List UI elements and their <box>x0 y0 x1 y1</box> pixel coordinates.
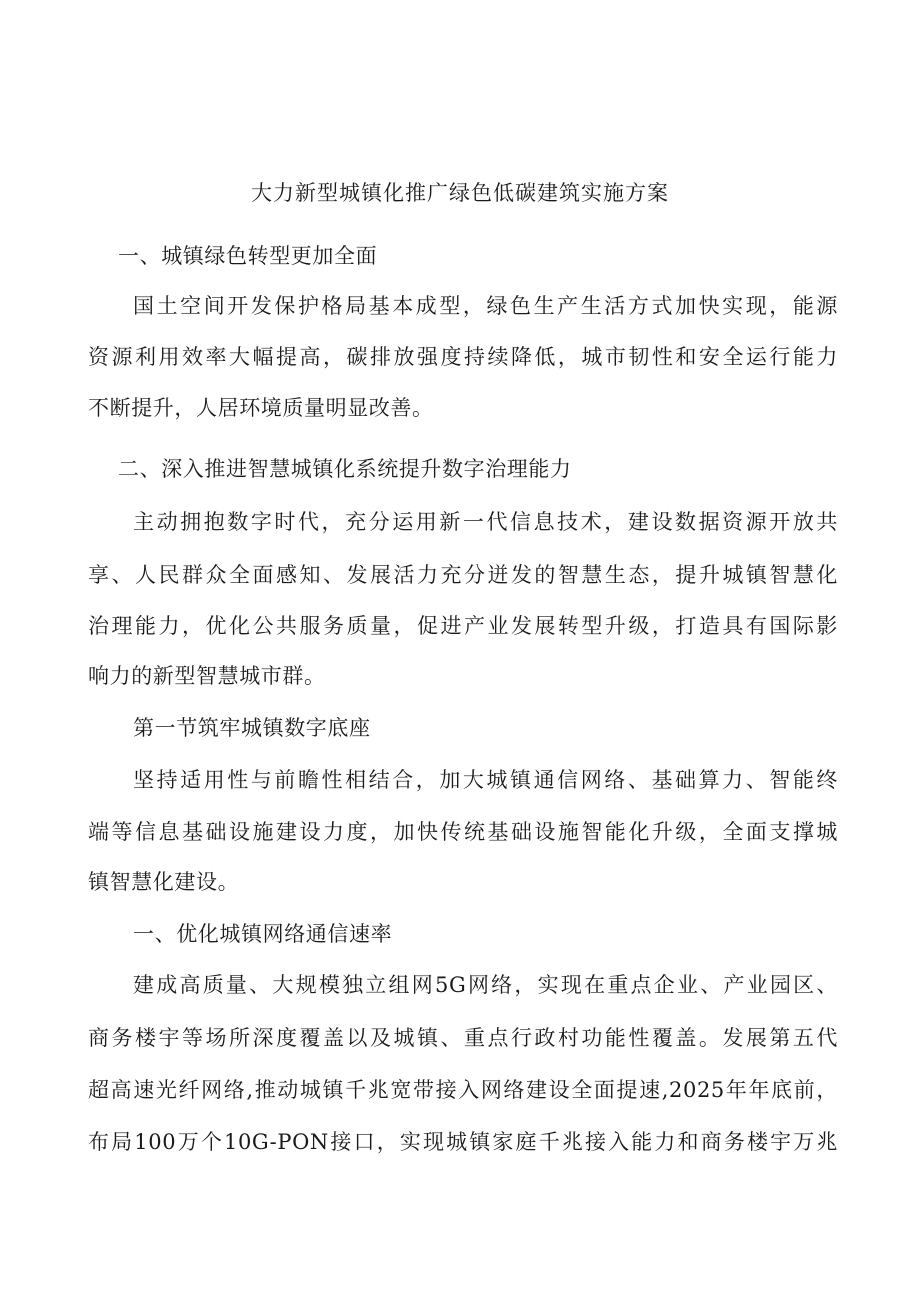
paragraph-line: 建成高质量、大规模独立组网5G网络，实现在重点企业、产业园区、 <box>133 973 838 997</box>
paragraph-line: 资源利用效率大幅提高，碳排放强度持续降低，城市韧性和安全运行能力 <box>88 345 838 369</box>
paragraph-line: 不断提升，人居环境质量明显改善。 <box>88 396 434 420</box>
paragraph-line: 端等信息基础设施建设力度，加快传统基础设施智能化升级，全面支撑城 <box>88 820 838 844</box>
paragraph-line: 响力的新型智慧城市群。 <box>88 664 326 688</box>
paragraph-line: 布局100万个10G-PON接口，实现城镇家庭千兆接入能力和商务楼宇万兆 <box>88 1130 838 1154</box>
document-title: 大力新型城镇化推广绿色低碳建筑实施方案 <box>251 181 669 205</box>
paragraph-line: 镇智慧化建设。 <box>88 870 240 894</box>
paragraph-line: 治理能力，优化公共服务质量，促进产业发展转型升级，打造具有国际影 <box>88 614 838 638</box>
item-heading: 一、优化城镇网络通信速率 <box>133 922 393 946</box>
paragraph-line: 主动拥抱数字时代，充分运用新一代信息技术，建设数据资源开放共 <box>133 510 838 534</box>
subsection-heading: 第一节筑牢城镇数字底座 <box>133 716 371 740</box>
paragraph-line: 国土空间开发保护格局基本成型，绿色生产生活方式加快实现，能源 <box>133 294 838 318</box>
paragraph-line: 商务楼宇等场所深度覆盖以及城镇、重点行政村功能性覆盖。发展第五代 <box>88 1026 838 1050</box>
section-heading-1: 一、城镇绿色转型更加全面 <box>118 244 378 268</box>
section-heading-2: 二、深入推进智慧城镇化系统提升数字治理能力 <box>118 457 572 481</box>
paragraph-line: 超高速光纤网络,推动城镇千兆宽带接入网络建设全面提速,2025年年底前， <box>88 1078 838 1102</box>
paragraph-line: 享、人民群众全面感知、发展活力充分迸发的智慧生态，提升城镇智慧化 <box>88 563 838 587</box>
paragraph-line: 坚持适用性与前瞻性相结合，加大城镇通信网络、基础算力、智能终 <box>133 768 838 792</box>
